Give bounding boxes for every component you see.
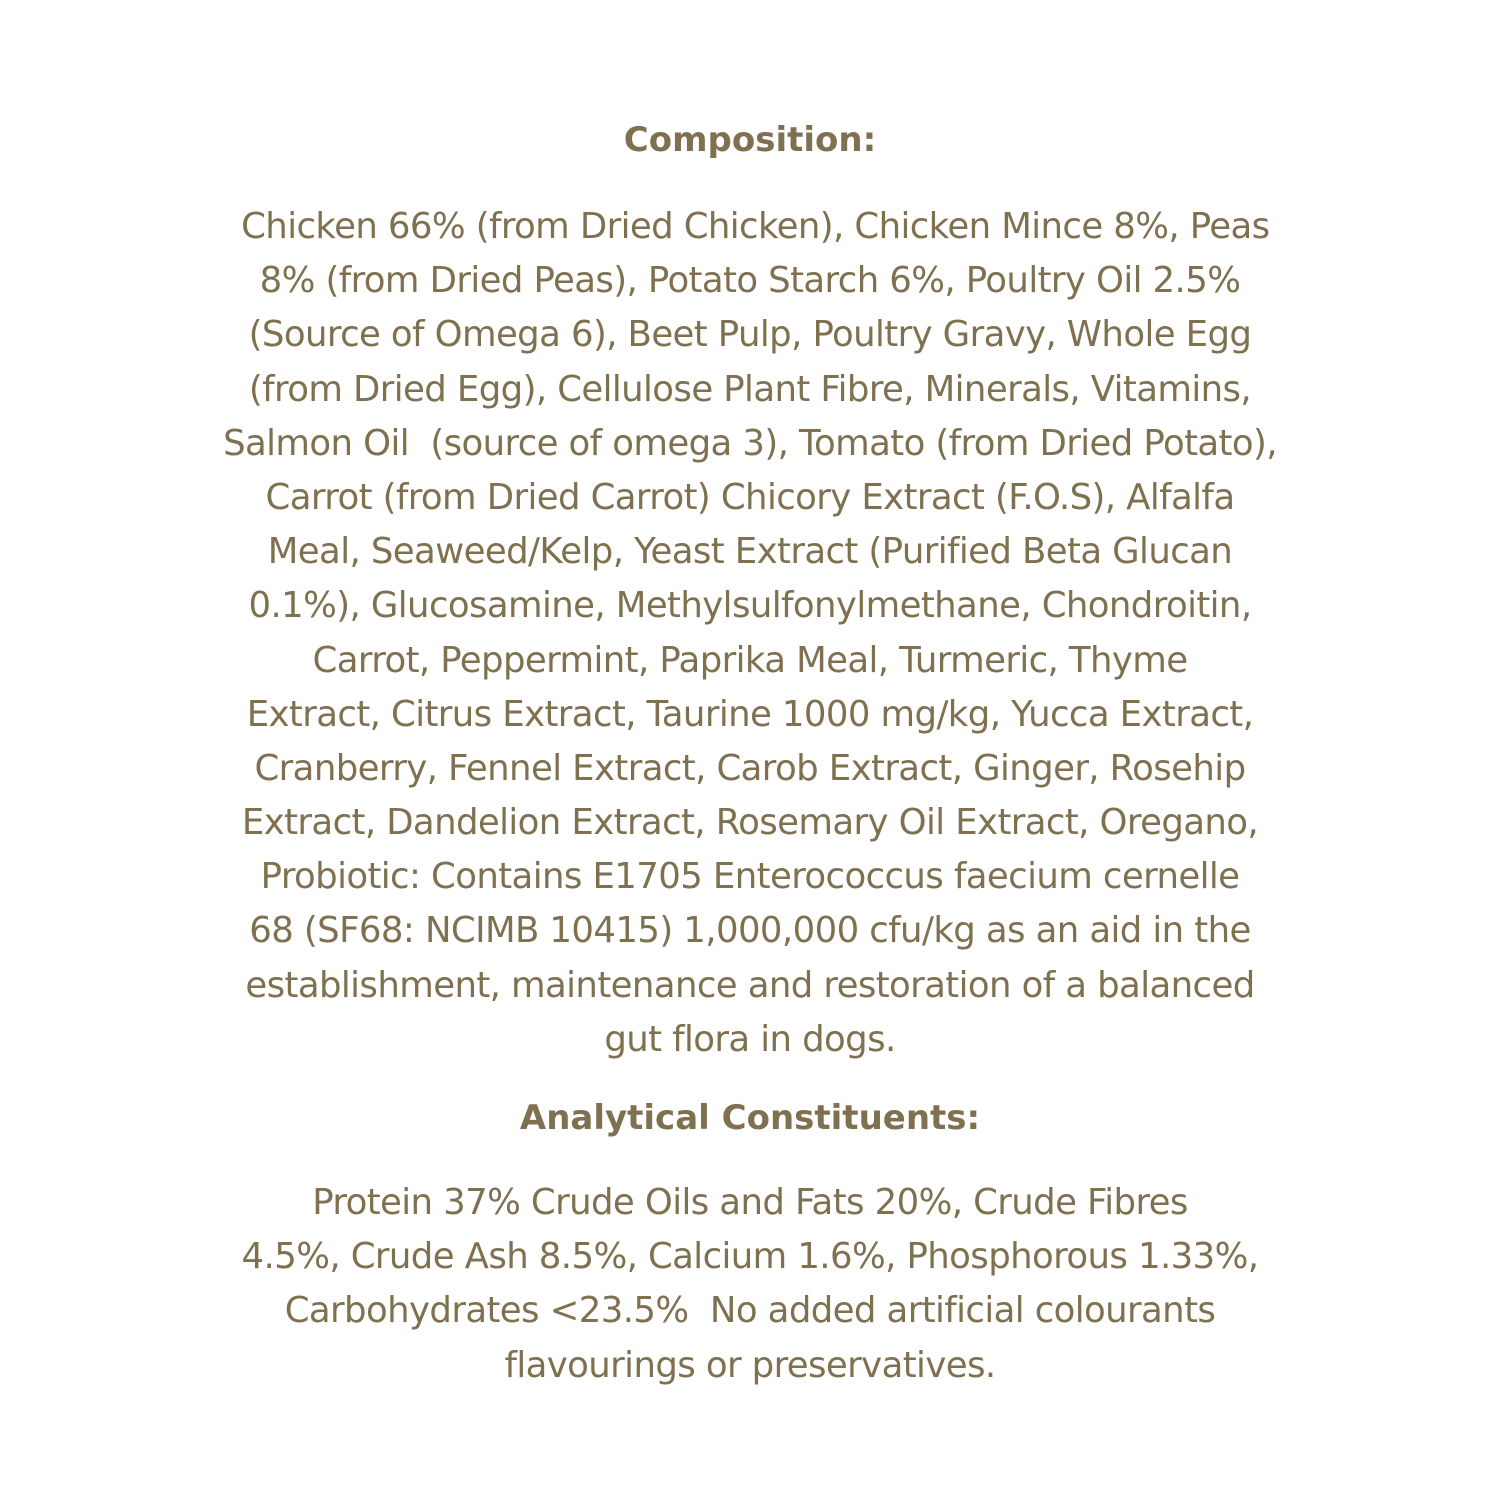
composition-heading: Composition:	[623, 120, 877, 160]
composition-line: Extract, Dandelion Extract, Rosemary Oil Extract, Oregano,	[241, 802, 1259, 844]
analytical-line: Carbohydrates <23.5% No added artificial colourants	[284, 1290, 1216, 1332]
composition-line: Carrot, Peppermint, Paprika Meal, Turmeric, Thyme	[312, 639, 1188, 681]
composition-line: Probiotic: Contains E1705 Enterococcus faecium cernelle	[260, 856, 1240, 898]
composition-line: Cranberry, Fennel Extract, Carob Extract, Ginger, Rosehip	[254, 747, 1246, 789]
composition-line: Extract, Citrus Extract, Taurine 1000 mg/kg, Yucca Extract,	[246, 693, 1254, 735]
composition-line: establishment, maintenance and restoration of a balanced	[245, 964, 1255, 1006]
composition-text	[0, 200, 1500, 1067]
analytical-line: flavourings or preservatives.	[504, 1344, 996, 1386]
analytical-line: Protein 37% Crude Oils and Fats 20%, Crude Fibres	[312, 1182, 1188, 1223]
analytical-text	[0, 1176, 1500, 1393]
analytical-heading: Analytical Constituents:	[519, 1098, 981, 1138]
composition-line: Meal, Seaweed/Kelp, Yeast Extract (Purified Beta Glucan	[267, 531, 1233, 573]
composition-line: gut flora in dogs.	[604, 1018, 896, 1060]
composition-line: Salmon Oil (source of omega 3), Tomato (from Dried Potato),	[223, 422, 1277, 464]
composition-line: (Source of Omega 6), Beet Pulp, Poultry Gravy, Whole Egg	[248, 314, 1252, 356]
composition-line: Chicken 66% (from Dried Chicken), Chicken Mince 8%, Peas	[230, 206, 1270, 247]
composition-line: 0.1%), Glucosamine, Methylsulfonylmethane, Chondroitin,	[248, 585, 1252, 627]
analytical-line: 4.5%, Crude Ash 8.5%, Calcium 1.6%, Phosphorous 1.33%,	[241, 1236, 1259, 1278]
composition-line: Carrot (from Dried Carrot) Chicory Extract (F.O.S), Alfalfa	[265, 476, 1235, 518]
composition-line: 68 (SF68: NCIMB 10415) 1,000,000 cfu/kg as an aid in the	[249, 910, 1251, 952]
composition-line: 8% (from Dried Peas), Potato Starch 6%, Poultry Oil 2.5%	[259, 260, 1241, 302]
composition-line: (from Dried Egg), Cellulose Plant Fibre, Minerals, Vitamins,	[248, 368, 1252, 410]
